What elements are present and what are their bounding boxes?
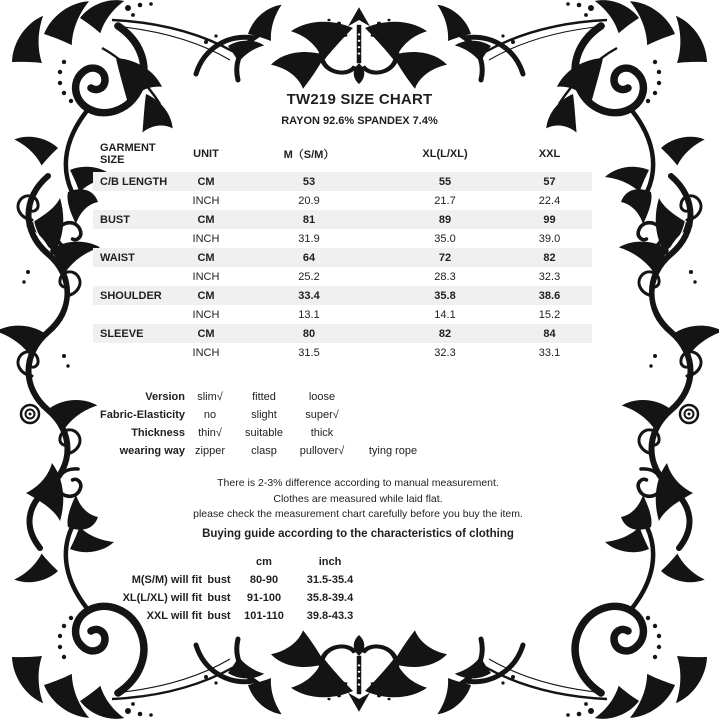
size-value-cell: 57	[543, 175, 556, 188]
attribute-label: Version	[145, 391, 185, 403]
size-value-cell: 80	[302, 327, 316, 340]
measurement-notes	[93, 476, 623, 523]
size-value-cell: 72	[438, 251, 452, 264]
attribute-option: pullover√	[299, 445, 345, 457]
size-value-cell: 31.9	[298, 232, 320, 245]
unit-cell: INCH	[192, 270, 220, 283]
size-value-cell: 89	[438, 213, 452, 226]
attribute-option: super√	[305, 409, 339, 421]
note-line: There is 2-3% difference according to manual measurement.	[217, 477, 499, 489]
attribute-option: slim√	[197, 391, 223, 403]
attribute-option: loose	[308, 391, 336, 403]
attribute-row	[93, 424, 435, 442]
unit-cell: CM	[197, 327, 215, 340]
size-value-cell: 55	[438, 175, 452, 188]
attribute-option: fitted	[252, 391, 276, 403]
measurement-label: WAIST	[100, 251, 135, 264]
size-value-cell: 25.2	[298, 270, 320, 283]
table-row	[93, 343, 592, 362]
attribute-row	[93, 406, 435, 424]
table-row	[93, 305, 592, 324]
unit-cell: CM	[197, 251, 215, 264]
measure-type: bust	[207, 592, 231, 604]
unit-cell: INCH	[192, 308, 220, 321]
size-value-cell: 31.5	[298, 346, 320, 359]
attribute-option: clasp	[251, 445, 277, 457]
table-row	[93, 191, 592, 210]
table-row	[93, 172, 592, 191]
size-value-cell: 35.0	[434, 232, 456, 245]
size-value-cell: 22.4	[538, 194, 561, 207]
attribute-option: thick	[310, 427, 334, 439]
note-line: please check the measurement chart carefully before you buy the item.	[193, 508, 523, 520]
buying-guide-row	[90, 589, 368, 607]
size-value-cell: 15.2	[538, 308, 561, 321]
size-value-cell: 20.9	[298, 194, 320, 207]
buying-guide-row	[90, 607, 368, 625]
page-title: TW219 SIZE CHART	[286, 91, 433, 108]
cm-range: 101-110	[244, 610, 284, 622]
size-table-header-row	[93, 135, 592, 172]
buying-guide-header-row	[90, 553, 368, 571]
unit-cell: CM	[197, 213, 215, 226]
table-row	[93, 229, 592, 248]
cm-range: 80-90	[249, 574, 279, 586]
size-table	[93, 135, 592, 362]
size-value-cell: 28.3	[434, 270, 456, 283]
measure-type: bust	[207, 574, 231, 586]
unit-cell: CM	[197, 289, 215, 302]
inch-range: 35.8-39.4	[306, 592, 354, 604]
table-row	[93, 286, 592, 305]
attribute-label: wearing way	[119, 445, 185, 457]
size-value-cell: 82	[543, 251, 556, 264]
col-header-size-m: M（S/M）	[283, 148, 335, 161]
buying-guide-row	[90, 571, 368, 589]
buying-guide-table	[90, 553, 368, 625]
col-header-inch: inch	[318, 556, 342, 568]
table-row	[93, 248, 592, 267]
col-header-size-xl: XL(L/XL)	[422, 147, 468, 160]
col-header-cm: cm	[256, 556, 272, 568]
measurement-label: C/B LENGTH	[100, 175, 168, 188]
size-value-cell: 64	[302, 251, 316, 264]
table-row	[93, 210, 592, 229]
fit-label: M(S/M) will fit	[131, 574, 202, 586]
col-header-garment-size: GARMENT SIZE	[100, 141, 156, 166]
size-value-cell: 32.3	[434, 346, 456, 359]
attribute-option: slight	[251, 409, 277, 421]
measurement-label: SHOULDER	[100, 289, 162, 302]
note-line: Clothes are measured while laid flat.	[273, 492, 443, 505]
cm-range: 91-100	[246, 592, 282, 604]
attribute-option: no	[203, 409, 217, 421]
attribute-row	[93, 388, 435, 406]
attribute-option: thin√	[198, 427, 222, 439]
attribute-option: tying rope	[368, 445, 418, 457]
fit-label: XXL will fit	[146, 610, 202, 622]
buying-guide-heading: Buying guide according to the characteristics of clothing	[202, 528, 514, 540]
size-value-cell: 32.3	[538, 270, 561, 283]
measurement-label: BUST	[100, 213, 130, 226]
unit-cell: INCH	[192, 194, 220, 207]
table-row	[93, 267, 592, 286]
size-value-cell: 53	[302, 175, 316, 188]
unit-cell: INCH	[192, 232, 220, 245]
table-row	[93, 324, 592, 343]
attribute-row	[93, 442, 435, 460]
size-value-cell: 84	[543, 327, 556, 340]
size-value-cell: 13.1	[298, 308, 320, 321]
size-value-cell: 21.7	[434, 194, 456, 207]
size-value-cell: 14.1	[434, 308, 456, 321]
garment-attributes	[93, 388, 435, 460]
size-value-cell: 33.1	[538, 346, 561, 359]
size-value-cell: 82	[438, 327, 452, 340]
size-value-cell: 39.0	[538, 232, 561, 245]
size-value-cell: 99	[543, 213, 556, 226]
size-value-cell: 38.6	[538, 289, 561, 302]
attribute-label: Thickness	[131, 427, 185, 439]
unit-cell: INCH	[192, 346, 220, 359]
size-value-cell: 33.4	[298, 289, 320, 302]
size-value-cell: 81	[302, 213, 316, 226]
unit-cell: CM	[197, 175, 215, 188]
measure-type: bust	[207, 610, 231, 622]
fabric-composition: RAYON 92.6% SPANDEX 7.4%	[281, 115, 438, 127]
size-value-cell: 35.8	[434, 289, 456, 302]
attribute-label: Fabric-Elasticity	[100, 409, 185, 421]
inch-range: 31.5-35.4	[306, 574, 354, 586]
attribute-option: zipper	[195, 445, 225, 457]
col-header-unit: UNIT	[193, 147, 219, 160]
measurement-label: SLEEVE	[100, 327, 144, 340]
fit-label: XL(L/XL) will fit	[122, 592, 202, 604]
attribute-option: suitable	[245, 427, 283, 439]
inch-range: 39.8-43.3	[306, 610, 354, 622]
col-header-size-xxl: XXL	[538, 147, 561, 160]
